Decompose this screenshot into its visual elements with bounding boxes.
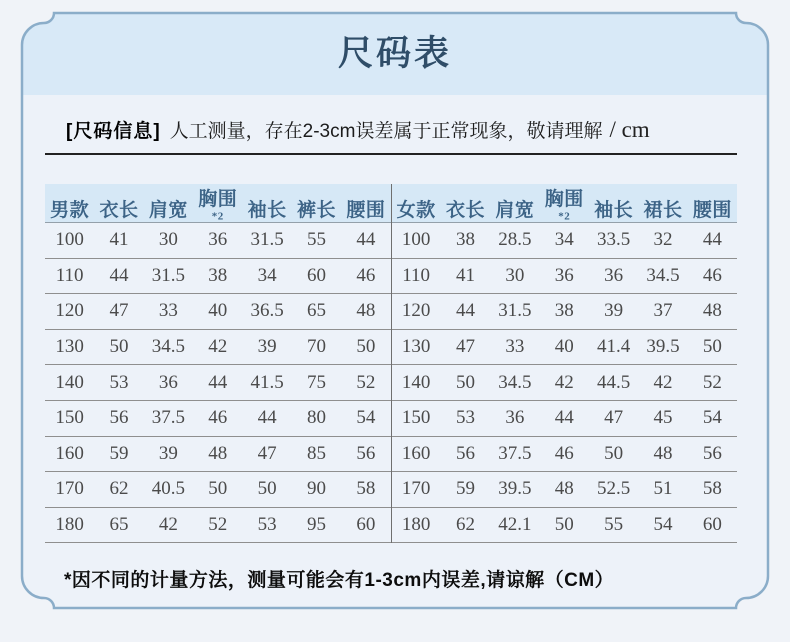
measurement-value: 36 [505,407,525,429]
measurement-value: 50 [604,442,624,464]
measurement-value: 44 [257,407,277,429]
measurement-value: 40.5 [151,478,185,500]
measurement-value: 48 [653,442,673,464]
measurement-value: 38 [554,300,574,322]
measurement-value: 56 [702,442,722,464]
unit-label: / cm [609,117,650,142]
table-row [392,294,738,330]
table-header-row [392,184,738,223]
measurement-value: 40 [554,336,574,358]
column-header: 男款 [50,200,90,221]
measurement-value: 50 [456,371,476,393]
measurement-value: 42 [158,514,178,536]
column-header: 肩宽 [495,200,535,221]
measurement-value: 50 [554,514,574,536]
measurement-value: 65 [109,514,129,536]
measurement-value: 56 [456,442,476,464]
measurement-value: 52 [356,371,376,393]
measurement-value: 37.5 [498,442,532,464]
measurement-value: 34.5 [498,371,532,393]
measurement-value: 40 [208,300,228,322]
subtitle [66,116,726,143]
table-row [45,508,391,544]
measurement-value: 56 [356,442,376,464]
measurement-value: 53 [257,514,277,536]
measurement-value: 75 [306,371,326,393]
size-tables [45,184,737,543]
measurement-value: 41.4 [596,336,631,358]
measurement-value: 95 [306,514,326,536]
measurement-value: 34.5 [646,264,680,286]
table-row [45,294,391,330]
measurement-value: 55 [604,514,624,536]
measurement-value: 41.5 [250,371,284,393]
table-row [45,401,391,437]
measurement-value: 54 [653,514,673,536]
measurement-value: 47 [257,442,277,464]
measurement-value: 52.5 [596,478,631,500]
measurement-value: 46 [702,264,722,286]
measurement-value: 39 [158,442,178,464]
measurement-value: 48 [554,478,574,500]
measurement-value: 41 [456,264,476,286]
measurement-value: 28.5 [498,229,532,251]
measurement-value: 46 [208,407,228,429]
measurement-value: 46 [356,264,376,286]
size-label: 140 [401,371,431,393]
measurement-value: 31.5 [498,300,532,322]
size-label: 100 [401,229,431,251]
measurement-value: 85 [306,442,326,464]
measurement-value: 34.5 [151,336,185,358]
measurement-value: 39 [257,336,277,358]
measurement-value: 42.1 [498,514,532,536]
size-label: 120 [55,300,84,322]
measurement-value: 62 [109,478,129,500]
table-row [392,330,738,366]
measurement-value: 56 [109,407,129,429]
measurement-value: 52 [208,514,228,536]
column-header: 腰围 [346,200,386,221]
size-label: 100 [55,229,84,251]
size-label: 140 [55,371,84,393]
table-header-row [45,184,391,223]
table-row [45,259,391,295]
table-row [45,365,391,401]
column-header: 衣长 [99,200,139,221]
measurement-value: 44 [554,407,574,429]
measurement-value: 42 [653,371,673,393]
measurement-value: 58 [356,478,376,500]
size-label: 180 [401,514,431,536]
measurement-value: 38 [456,229,476,251]
measurement-value: 50 [208,478,228,500]
table-row [392,437,738,473]
column-header: 裙长 [643,200,683,221]
footnote: *因不同的计量方法，测量可能会有1-3cm内误差,请谅解（CM） [64,570,615,591]
measurement-value: 33.5 [596,229,631,251]
measurement-value: 53 [456,407,476,429]
table-row [45,437,391,473]
measurement-value: 59 [109,442,129,464]
size-label: 180 [55,514,84,536]
measurement-value: 55 [306,229,326,251]
men-size-table [45,184,391,543]
measurement-value: 42 [208,336,228,358]
measurement-value: 36 [554,264,574,286]
measurement-value: 36 [208,229,228,251]
measurement-value: 48 [356,300,376,322]
divider-line [45,153,737,155]
measurement-value: 80 [306,407,326,429]
measurement-value: 39.5 [646,336,680,358]
measurement-value: 30 [505,264,525,286]
size-label: 170 [401,478,431,500]
measurement-value: 34 [257,264,277,286]
measurement-value: 44 [456,300,476,322]
measurement-value: 42 [554,371,574,393]
measurement-value: 70 [306,336,326,358]
measurement-value: 33 [158,300,178,322]
column-header: 腰围 [692,200,732,221]
measurement-value: 54 [702,407,722,429]
measurement-value: 36 [604,264,624,286]
measurement-value: 47 [456,336,476,358]
size-label: 170 [55,478,84,500]
measurement-value: 37.5 [151,407,185,429]
table-row [392,508,738,544]
size-label: 110 [402,264,431,286]
table-row [45,330,391,366]
measurement-value: 33 [505,336,525,358]
measurement-value: 34 [554,229,574,251]
measurement-value: 60 [356,514,376,536]
measurement-value: 39 [604,300,624,322]
measurement-value: 44 [208,371,228,393]
size-label: 130 [55,336,84,358]
size-label: 110 [55,264,84,286]
measurement-value: 36.5 [250,300,284,322]
size-label: 120 [401,300,431,322]
size-label: 150 [55,407,84,429]
measurement-value: 54 [356,407,376,429]
size-label: 150 [401,407,431,429]
measurement-value: 41 [109,229,129,251]
table-row [392,401,738,437]
measurement-value: 59 [456,478,476,500]
measurement-value: 62 [456,514,476,536]
column-header: 肩宽 [148,200,188,221]
measurement-value: 58 [702,478,722,500]
measurement-value: 37 [653,300,673,322]
measurement-value: 48 [208,442,228,464]
measurement-value: 60 [306,264,326,286]
women-size-table [391,184,738,543]
column-header: 袖长 [247,200,287,221]
column-header: 裤长 [296,200,336,221]
measurement-value: 30 [158,229,178,251]
measurement-value: 48 [702,300,722,322]
measurement-value: 65 [306,300,326,322]
subtitle-text: 人工测量，存在2-3cm误差属于正常现象，敬请理解 [169,121,603,142]
table-row [45,472,391,508]
subtitle-tag: [尺码信息] [66,121,161,142]
measurement-value: 36 [158,371,178,393]
table-row [392,365,738,401]
measurement-value: 50 [702,336,722,358]
size-label: 160 [401,442,431,464]
measurement-value: 50 [257,478,277,500]
size-label: 130 [401,336,431,358]
measurement-value: 90 [306,478,326,500]
column-header: 胸围$^{*2}$ [544,189,584,223]
measurement-value: 51 [653,478,673,500]
measurement-value: 53 [109,371,129,393]
measurement-value: 46 [554,442,574,464]
column-header: 女款 [396,200,436,221]
measurement-value: 44 [109,264,129,286]
column-header: 衣长 [446,200,486,221]
table-row [45,223,391,259]
measurement-value: 31.5 [250,229,284,251]
table-row [392,472,738,508]
measurement-value: 50 [356,336,376,358]
column-header: 胸围$^{*2}$ [198,189,238,223]
page-title: 尺码表 [337,34,452,73]
measurement-value: 32 [653,229,673,251]
measurement-value: 44 [356,229,376,251]
measurement-value: 31.5 [151,264,185,286]
table-row [392,223,738,259]
measurement-value: 52 [702,371,722,393]
measurement-value: 44 [702,229,722,251]
column-header: 袖长 [594,200,634,221]
measurement-value: 44.5 [596,371,631,393]
size-label: 160 [55,442,84,464]
measurement-value: 39.5 [498,478,532,500]
measurement-value: 47 [604,407,624,429]
measurement-value: 47 [109,300,129,322]
table-row [392,259,738,295]
measurement-value: 60 [702,514,722,536]
measurement-value: 38 [208,264,228,286]
measurement-value: 45 [653,407,673,429]
measurement-value: 50 [109,336,129,358]
